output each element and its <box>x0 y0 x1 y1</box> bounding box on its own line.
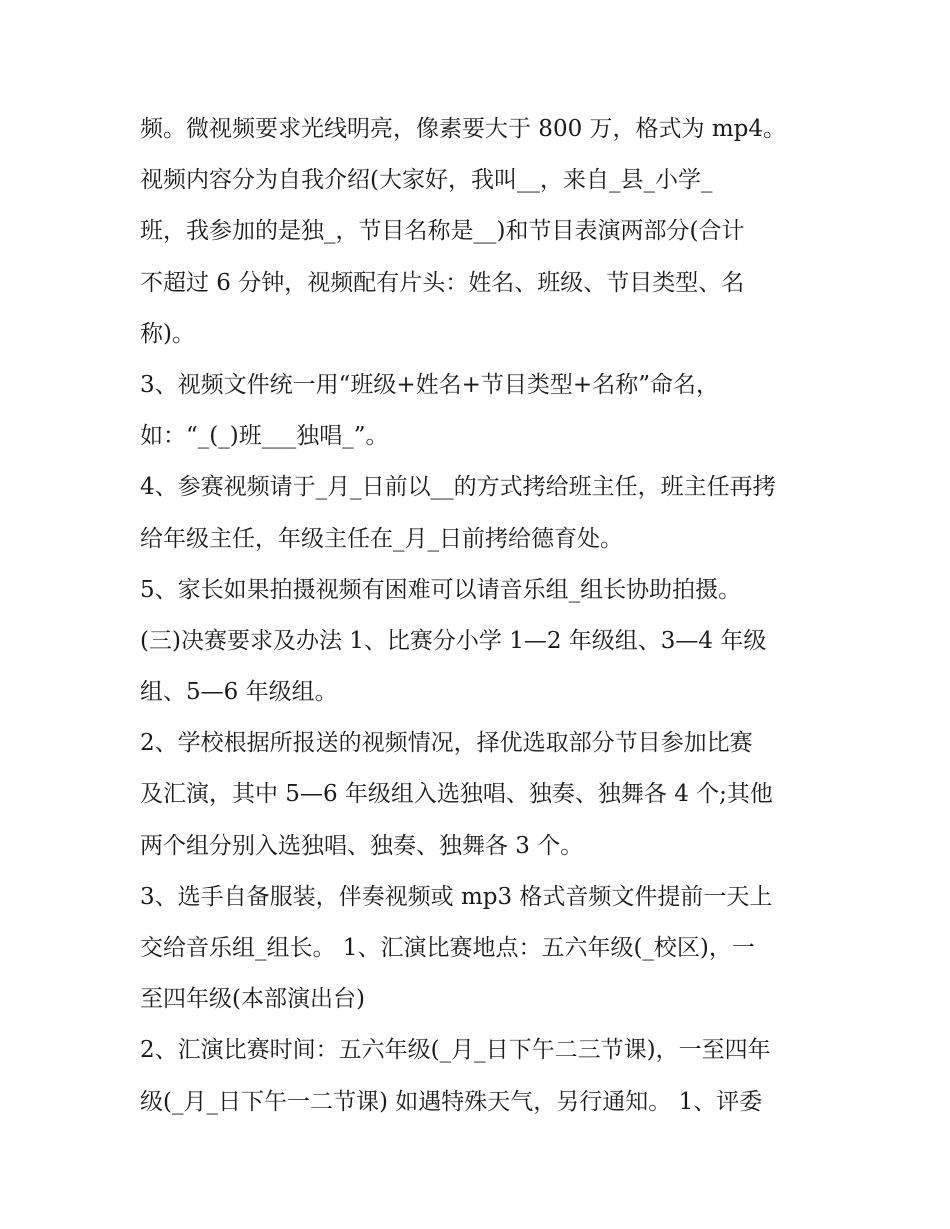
text-line: 5、家长如果拍摄视频有困难可以请音乐组_组长协助拍摄。 <box>140 576 742 603</box>
text-line: 视频内容分为自我介绍(大家好，我叫__，来自_县_小学_ <box>140 167 713 194</box>
text-line: 级(_月_日下午一二节课) 如遇特殊天气，另行通知。 1、评委 <box>140 1088 763 1115</box>
text-line: 组、5—6 年级组。 <box>140 679 338 706</box>
text-line: 及汇演，其中 5—6 年级组入选独唱、独奏、独舞各 4 个;其他 <box>140 781 773 808</box>
text-line: 两个组分别入选独唱、独奏、独舞各 3 个。 <box>140 832 584 859</box>
text-line: 2、汇演比赛时间：五六年级(_月_日下午二三节课)，一至四年 <box>140 1037 771 1064</box>
text-line: 不超过 6 分钟，视频配有片头：姓名、班级、节目类型、名 <box>140 269 745 296</box>
text-line: 给年级主任，年级主任在_月_日前拷给德育处。 <box>140 525 623 552</box>
text-line: 称)。 <box>140 320 195 347</box>
document-body <box>140 104 830 1128</box>
text-line: 班，我参加的是独_，节目名称是__)和节目表演两部分(合计 <box>140 218 745 245</box>
text-line: 4、参赛视频请于_月_日前以__的方式拷给班主任，班主任再拷 <box>140 474 776 501</box>
text-line: 至四年级(本部演出台) <box>140 986 365 1013</box>
text-line: 3、视频文件统一用“班级+姓名+节目类型+名称”命名， <box>140 371 719 398</box>
text-line: (三)决赛要求及办法 1、比赛分小学 1—2 年级组、3—4 年级 <box>140 627 767 654</box>
text-line: 如：“_(_)班___独唱_”。 <box>140 423 389 450</box>
text-line: 3、选手自备服装，伴奏视频或 mp3 格式音频文件提前一天上 <box>140 883 773 910</box>
text-line: 频。微视频要求光线明亮，像素要大于 800 万，格式为 mp4。 <box>140 116 786 142</box>
text-line: 交给音乐组_组长。 1、汇演比赛地点：五六年级(_校区)，一 <box>140 935 755 961</box>
text-line: 2、学校根据所报送的视频情况，择优选取部分节目参加比赛 <box>140 730 753 757</box>
